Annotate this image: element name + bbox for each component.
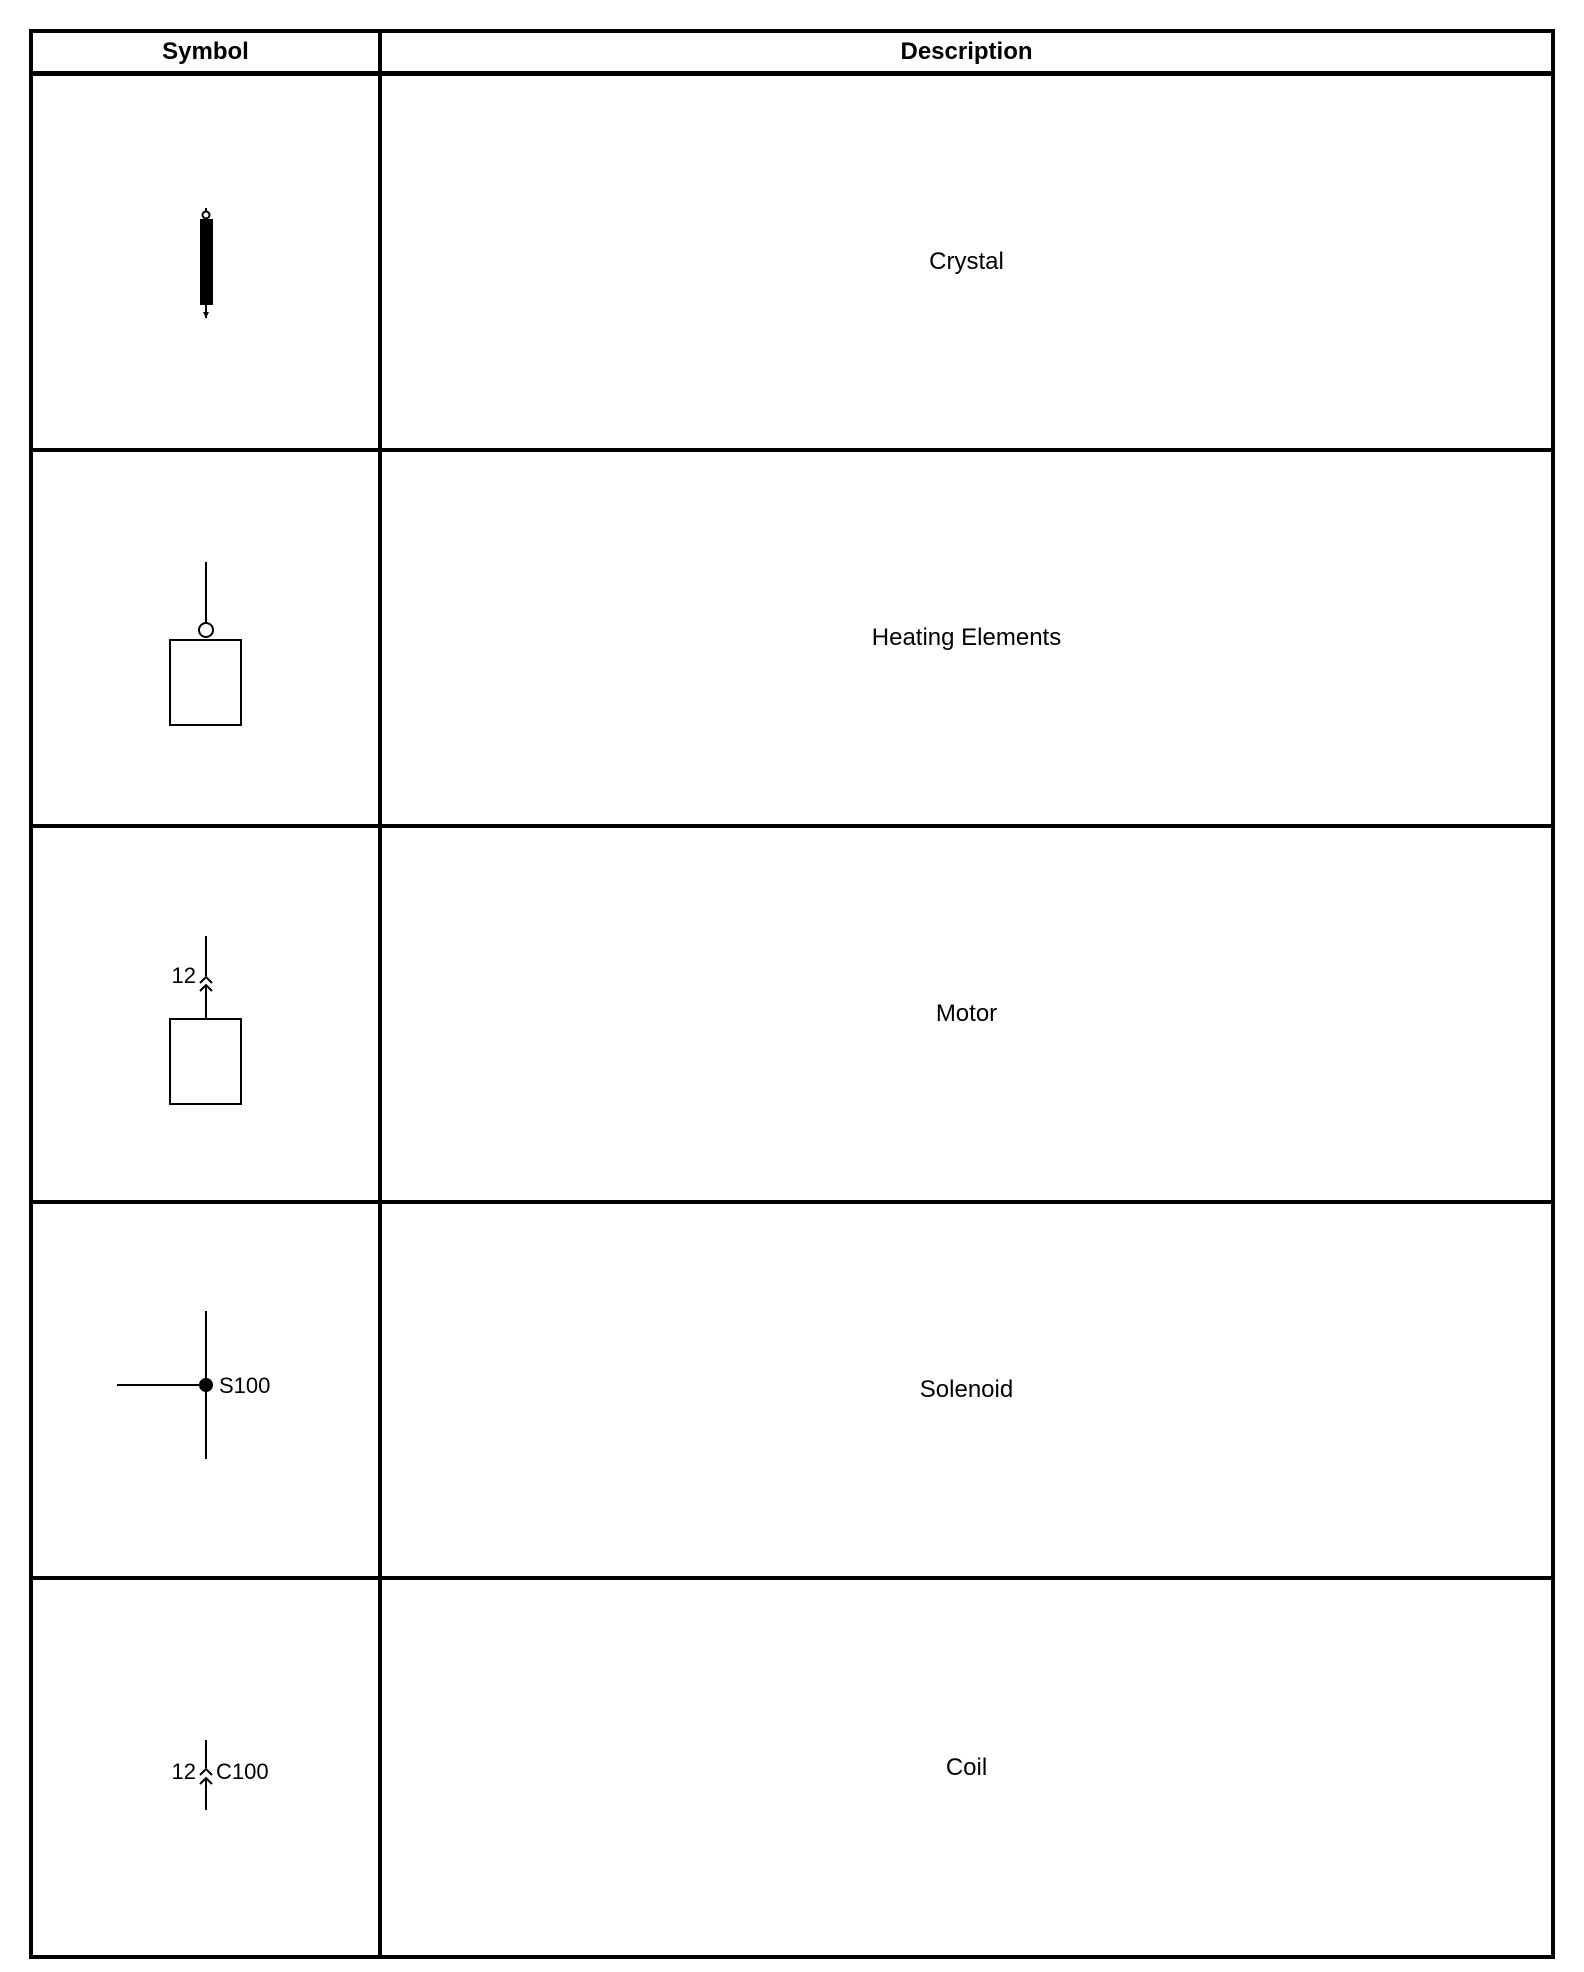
motor-symbol-label: 12: [171, 963, 196, 988]
table-row-crystal-description: Crystal: [929, 248, 1004, 275]
table-row-coil-description: Coil: [945, 1753, 988, 1781]
coil-symbol-label-left: 12: [171, 1759, 196, 1784]
solenoid-symbol-label: S100: [219, 1373, 271, 1398]
solenoid-symbol-icon: [33, 1204, 378, 1576]
crystal-symbol-icon: [33, 76, 378, 448]
table-row-solenoid-description: Solenoid: [919, 1376, 1014, 1403]
symbol-table: [29, 29, 1555, 1959]
header-description: Description: [900, 38, 1033, 65]
heating-element-symbol-icon: [33, 452, 378, 824]
table-row-solenoid-symbol: [33, 1204, 378, 1576]
header-symbol: Symbol: [162, 38, 249, 65]
table-row-coil-symbol: [33, 1580, 378, 1955]
coil-symbol-label-right: C100: [216, 1759, 269, 1784]
motor-symbol-icon: [33, 828, 378, 1200]
coil-symbol-icon: [33, 1580, 378, 1955]
table-row-heating-description: Heating Elements: [871, 624, 1062, 651]
table-row-crystal-symbol: [33, 76, 378, 448]
table-row-motor-symbol: [33, 828, 378, 1200]
table-row-heating-symbol: [33, 452, 378, 824]
table-row-motor-description: Motor: [935, 1000, 998, 1027]
